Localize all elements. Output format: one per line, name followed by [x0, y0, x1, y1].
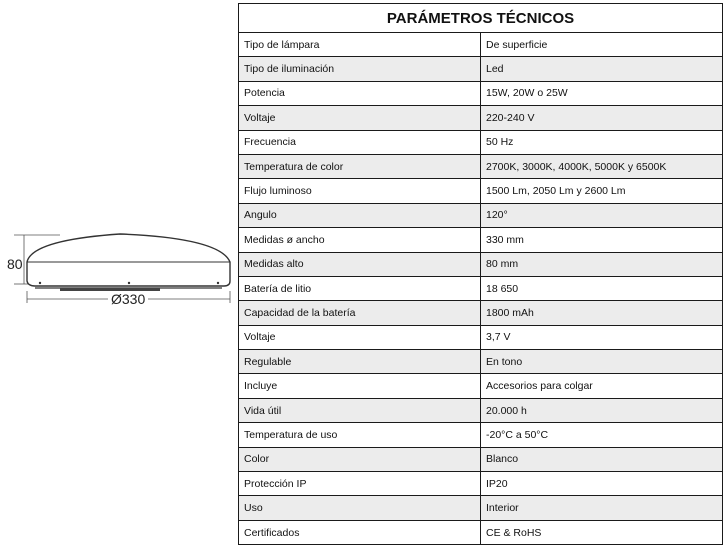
table-row: [239, 228, 723, 252]
parameter-label: Batería de litio: [239, 276, 481, 300]
technical-parameters-table: [238, 3, 723, 545]
parameter-value: 330 mm: [481, 228, 723, 252]
parameter-value: Accesorios para colgar: [481, 374, 723, 398]
parameter-value: 80 mm: [481, 252, 723, 276]
table-row: [239, 154, 723, 178]
table-row: [239, 33, 723, 57]
parameter-value: 15W, 20W o 25W: [481, 81, 723, 105]
parameter-label: Voltaje: [239, 325, 481, 349]
parameter-label: Angulo: [239, 203, 481, 227]
parameter-value: En tono: [481, 350, 723, 374]
parameter-value: 3,7 V: [481, 325, 723, 349]
parameter-value: Interior: [481, 496, 723, 520]
parameter-value: 120°: [481, 203, 723, 227]
parameter-label: Color: [239, 447, 481, 471]
parameter-label: Medidas alto: [239, 252, 481, 276]
table-row: [239, 496, 723, 520]
parameter-value: 20.000 h: [481, 398, 723, 422]
parameter-label: Temperatura de uso: [239, 423, 481, 447]
table-row: [239, 325, 723, 349]
parameter-value: 18 650: [481, 276, 723, 300]
parameter-label: Certificados: [239, 520, 481, 544]
parameter-label: Tipo de iluminación: [239, 57, 481, 81]
parameter-label: Vida útil: [239, 398, 481, 422]
table-row: [239, 106, 723, 130]
parameter-label: Capacidad de la batería: [239, 301, 481, 325]
parameter-label: Regulable: [239, 350, 481, 374]
parameter-value: Blanco: [481, 447, 723, 471]
parameter-label: Voltaje: [239, 106, 481, 130]
parameter-label: Medidas ø ancho: [239, 228, 481, 252]
parameter-value: 50 Hz: [481, 130, 723, 154]
parameter-value: 2700K, 3000K, 4000K, 5000K y 6500K: [481, 154, 723, 178]
parameter-value: Led: [481, 57, 723, 81]
parameter-label: Incluye: [239, 374, 481, 398]
table-row: [239, 252, 723, 276]
table-row: [239, 130, 723, 154]
parameter-label: Flujo luminoso: [239, 179, 481, 203]
table-row: [239, 520, 723, 544]
table-row: [239, 398, 723, 422]
parameter-value: De superficie: [481, 33, 723, 57]
table-row: [239, 57, 723, 81]
lamp-dimension-drawing: [0, 0, 238, 554]
parameter-value: 1800 mAh: [481, 301, 723, 325]
table-row: [239, 276, 723, 300]
parameter-value: CE & RoHS: [481, 520, 723, 544]
table-row: [239, 472, 723, 496]
parameter-label: Protección IP: [239, 472, 481, 496]
table-row: [239, 81, 723, 105]
lamp-profile-icon: [0, 0, 238, 554]
table-row: [239, 447, 723, 471]
table-title: PARÁMETROS TÉCNICOS: [239, 4, 723, 33]
height-dimension-label: 80: [7, 256, 23, 272]
table-row: [239, 423, 723, 447]
table-row: [239, 179, 723, 203]
parameter-label: Temperatura de color: [239, 154, 481, 178]
parameter-label: Uso: [239, 496, 481, 520]
parameter-value: 1500 Lm, 2050 Lm y 2600 Lm: [481, 179, 723, 203]
table-row: [239, 301, 723, 325]
table-body: [239, 33, 723, 545]
parameter-value: -20°C a 50°C: [481, 423, 723, 447]
table-row: [239, 374, 723, 398]
table-row: [239, 203, 723, 227]
parameter-label: Tipo de lámpara: [239, 33, 481, 57]
parameter-value: 220-240 V: [481, 106, 723, 130]
width-dimension-label: Ø330: [108, 291, 148, 307]
parameter-label: Frecuencia: [239, 130, 481, 154]
parameter-label: Potencia: [239, 81, 481, 105]
table-row: [239, 350, 723, 374]
parameter-value: IP20: [481, 472, 723, 496]
